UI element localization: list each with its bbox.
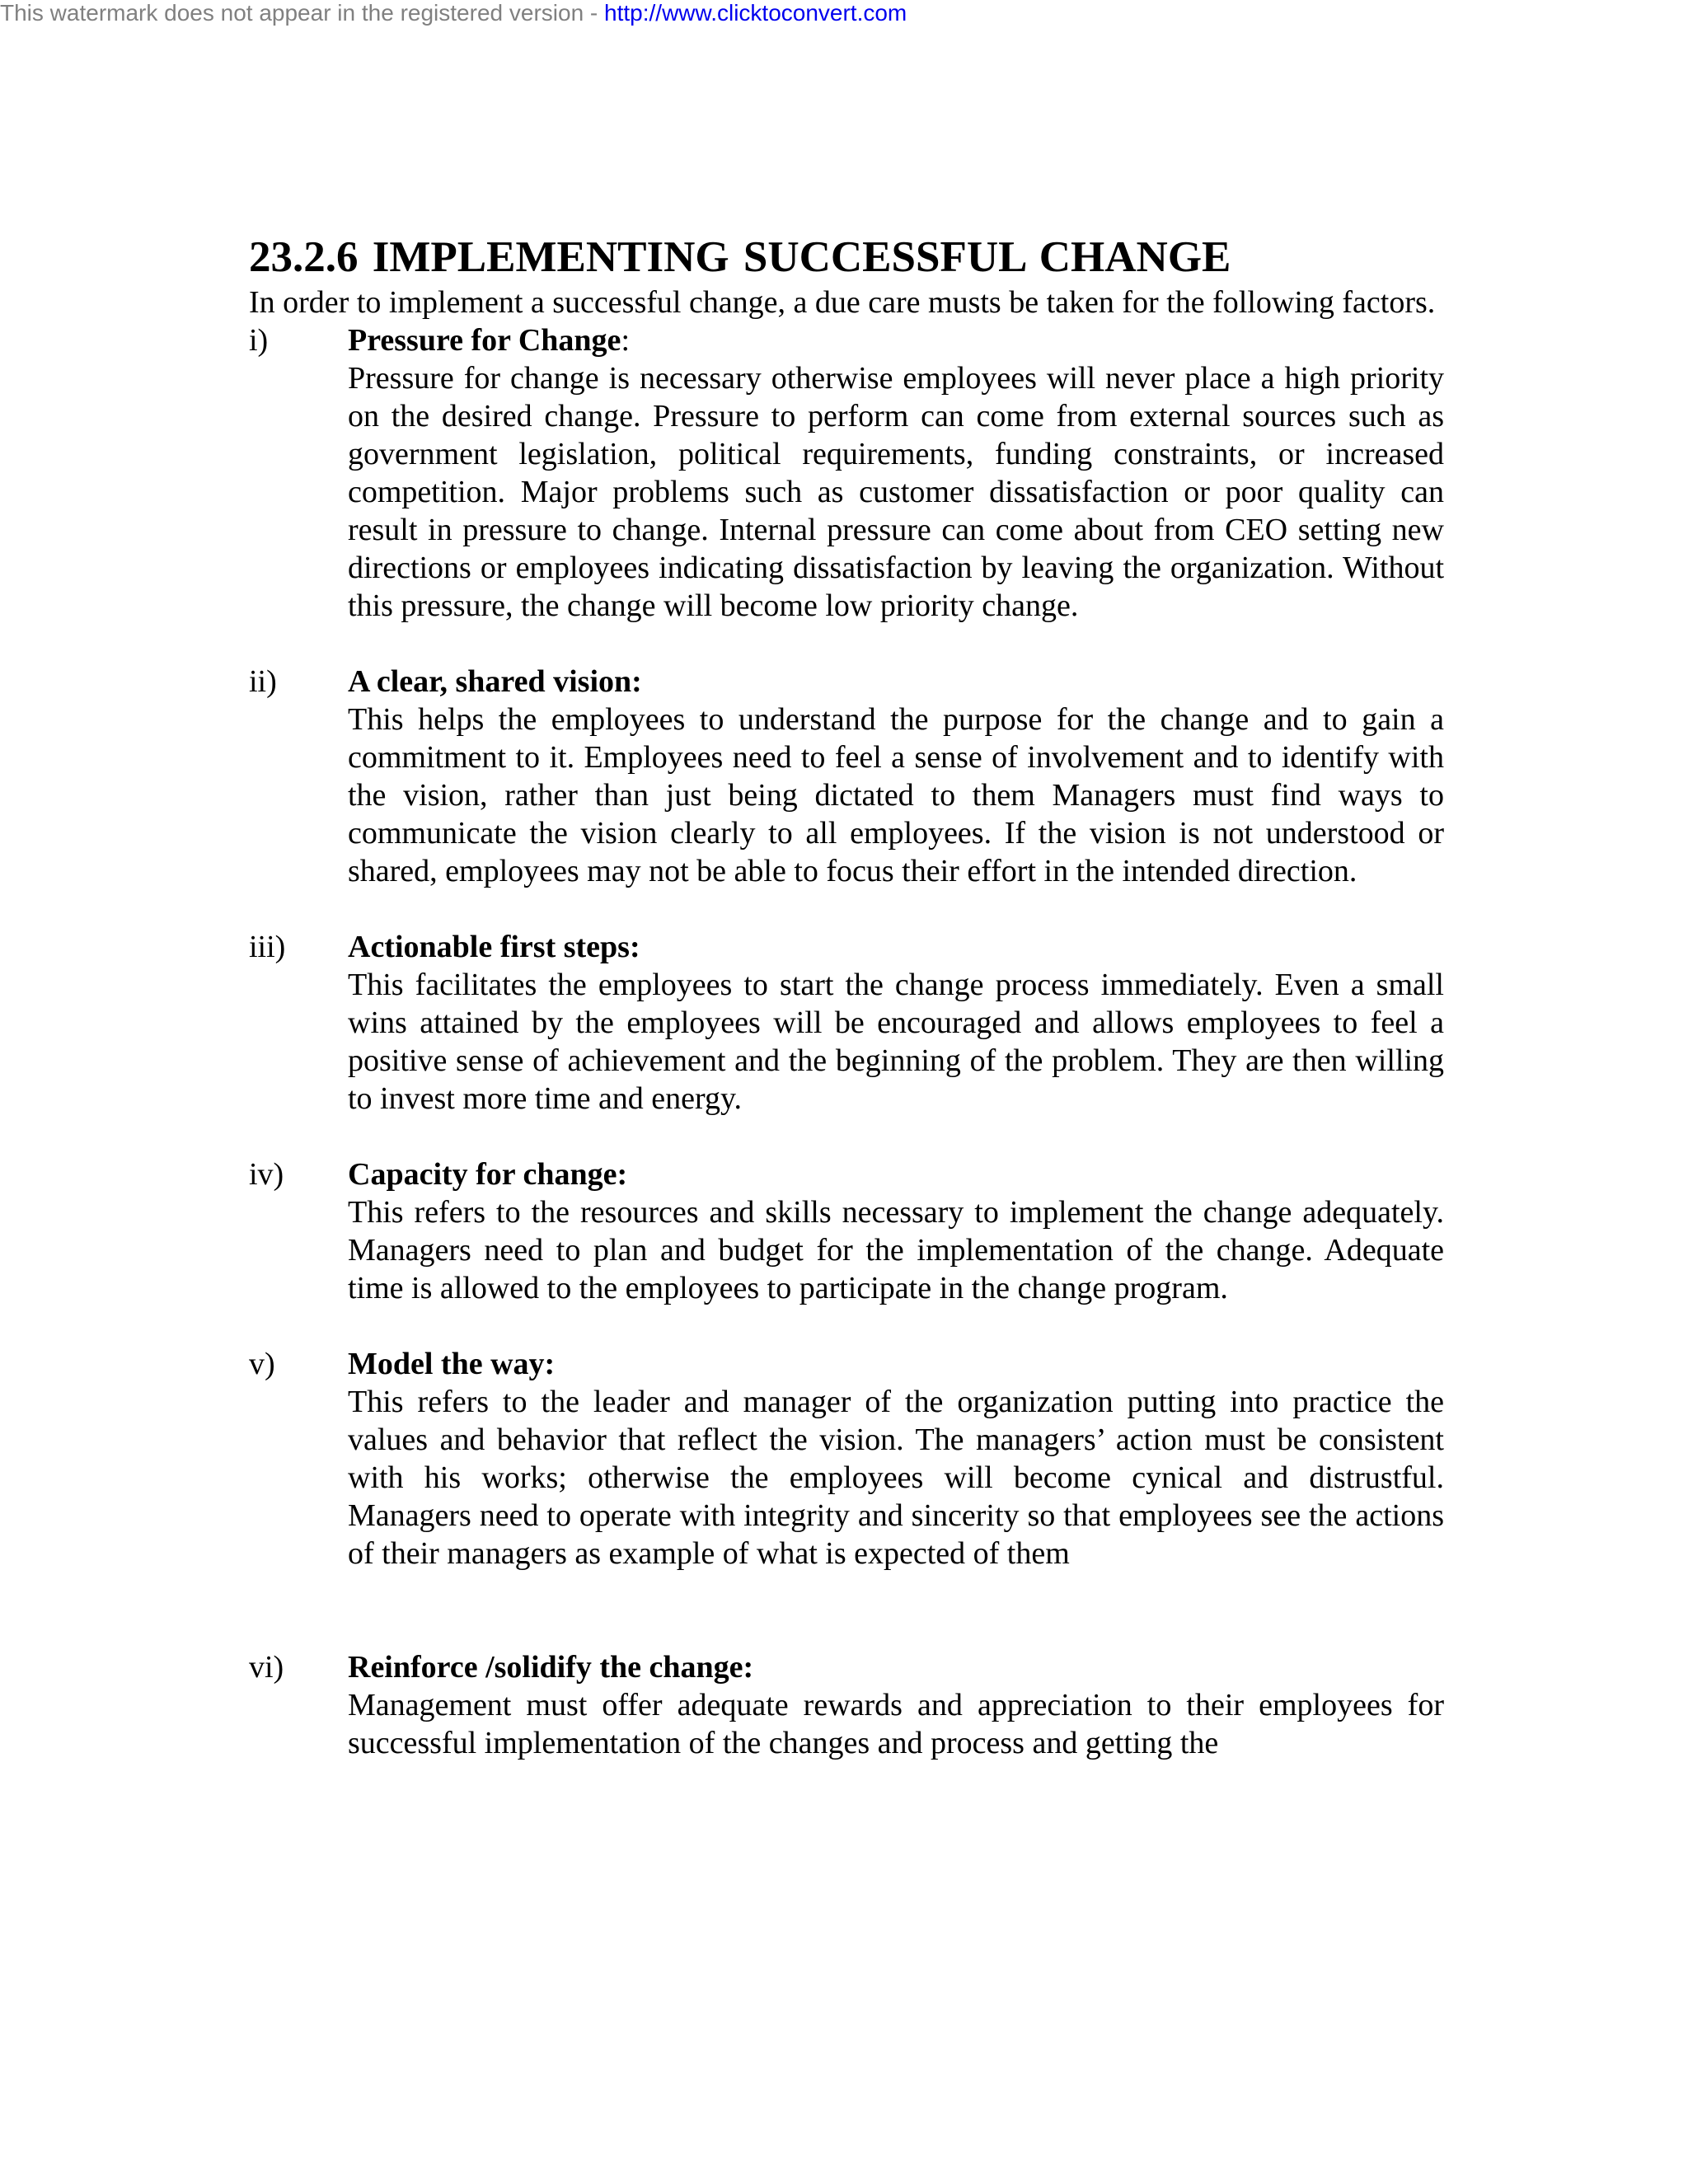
list-item-body: This helps the employees to understand the purpose for the change and to gain a commitment to it. Employees need to feel a sense of involvement and to identify with the vision, rather than just being dictated to them Managers must find ways to communicate the vision clearly to all employees. If the vision is not understood or shared, employees may not be able to focus their effort in the intended direction. bbox=[348, 702, 1444, 888]
list-item-body: Pressure for change is necessary otherwise employees will never place a high priority on the desired change. Pressure to perform can come from external sources such as government legislation, political requirements, funding constraints, or increased competition. Major problems such as customer dissatisfaction or poor quality can result in pressure to change. Internal pressure can come about from CEO setting new directions or employees indicating dissatisfaction by leaving the organization. Without this pressure, the change will become low priority change. bbox=[348, 361, 1444, 623]
list-item-number: ii) bbox=[249, 664, 277, 699]
list-item bbox=[249, 1345, 1444, 1572]
list-item-heading: Model the way: bbox=[348, 1347, 556, 1381]
watermark-banner bbox=[0, 0, 907, 26]
list-item-heading-suffix: : bbox=[621, 323, 630, 358]
list-item-heading: A clear, shared vision: bbox=[348, 664, 642, 699]
list-item-number: iv) bbox=[249, 1157, 284, 1192]
document-page bbox=[249, 231, 1444, 1762]
list-item-heading: Reinforce /solidify the change: bbox=[348, 1650, 754, 1685]
list-item-heading: Actionable first steps: bbox=[348, 930, 640, 964]
list-item-number: vi) bbox=[249, 1650, 284, 1685]
list-item-body: This facilitates the employees to start the change process immediately. Even a small wins attained by the employees will be encouraged and allows employees to feel a positive sense of achievement and the beginning of the problem. They are then willing to invest more time and energy. bbox=[348, 968, 1444, 1116]
section-intro: In order to implement a successful change, a due care musts be taken for the following factors. bbox=[249, 285, 1436, 320]
list-item-body: Management must offer adequate rewards and appreciation to their employees for successful implementation of the changes and process and getting the bbox=[348, 1688, 1444, 1760]
list-item-number: v) bbox=[249, 1347, 275, 1381]
list-item bbox=[249, 1155, 1444, 1307]
list-item-body: This refers to the resources and skills necessary to implement the change adequately. Managers need to plan and budget for the implementation of the change. Adequate time is allowed to the employees to participate in the change program. bbox=[348, 1195, 1444, 1305]
list-item bbox=[249, 1648, 1444, 1762]
section-title: 23.2.6 IMPLEMENTING SUCCESSFUL CHANGE bbox=[249, 233, 1231, 281]
list-item-heading: Capacity for change: bbox=[348, 1157, 628, 1192]
list-item bbox=[249, 928, 1444, 1118]
watermark-text: This watermark does not appear in the registered version - bbox=[0, 0, 605, 26]
list-item-body: This refers to the leader and manager of the organization putting into practice the values and behavior that reflect the vision. The managers’ action must be consistent with his works; otherwise the employees will become cynical and distrustful. Managers need to operate with integrity and sincerity so that employees see the actions of their managers as example of what is expected of them bbox=[348, 1385, 1444, 1571]
list-item-heading-text: Pressure for Change bbox=[348, 323, 621, 358]
list-item bbox=[249, 321, 1444, 625]
list-item-number: iii) bbox=[249, 930, 286, 964]
list-item bbox=[249, 663, 1444, 890]
watermark-link[interactable]: http://www.clicktoconvert.com bbox=[604, 0, 907, 26]
list-item-number: i) bbox=[249, 323, 269, 358]
list-item-heading bbox=[348, 321, 1444, 359]
